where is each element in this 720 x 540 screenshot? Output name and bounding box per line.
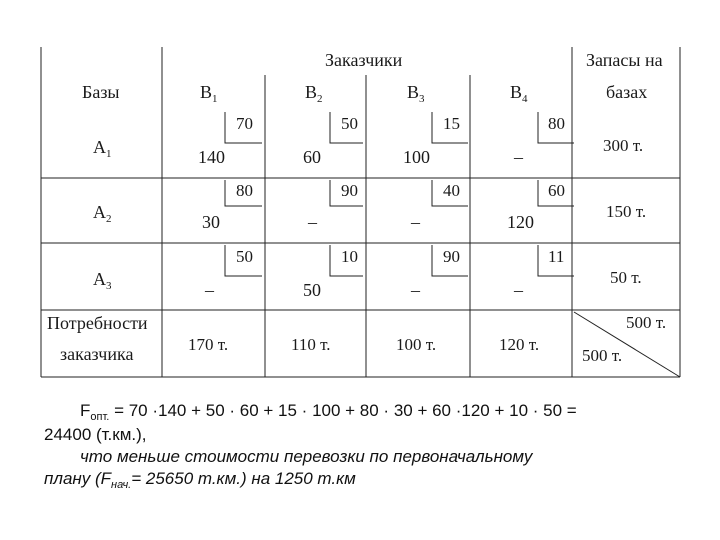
- demand-b2: 110 т.: [291, 335, 331, 354]
- alloc-a2-b2: –: [308, 212, 317, 232]
- demand-label-line2: заказчика: [60, 344, 134, 364]
- customer-b1: $B_1$: [200, 82, 218, 105]
- customer-b2: $B_2$: [305, 82, 323, 105]
- cost-a2-b4: 60: [548, 181, 565, 200]
- alloc-a1-b3: 100: [403, 147, 430, 167]
- alloc-a1-b1: 140: [198, 147, 225, 167]
- demand-label-line1: Потребности: [47, 313, 148, 333]
- total-demand: 500 т.: [582, 346, 623, 365]
- formula-line2: 24400 (т.км.),: [44, 425, 147, 444]
- stock-a1: 300 т.: [603, 136, 644, 155]
- formula-line3: что меньше стоимости перевозки по первоначальному: [80, 447, 533, 466]
- demand-b4: 120 т.: [499, 335, 540, 354]
- cost-a3-b3: 90: [443, 247, 460, 266]
- header-customers: Заказчики: [325, 50, 403, 70]
- alloc-a3-b1: –: [205, 280, 214, 300]
- cost-a2-b2: 90: [341, 181, 358, 200]
- alloc-a1-b4: –: [514, 147, 523, 167]
- customer-b4: $B_4$: [510, 82, 528, 105]
- cost-a3-b2: 10: [341, 247, 358, 266]
- cost-a3-b1: 50: [236, 247, 253, 266]
- cost-a1-b3: 15: [443, 114, 460, 133]
- alloc-a1-b2: 60: [303, 147, 321, 167]
- cost-a1-b2: 50: [341, 114, 358, 133]
- alloc-a3-b2: 50: [303, 280, 321, 300]
- stock-a3: 50 т.: [610, 268, 642, 287]
- customer-b3: $B_3$: [407, 82, 425, 105]
- cost-a1-b4: 80: [548, 114, 565, 133]
- cost-a1-b1: 70: [236, 114, 253, 133]
- alloc-a2-b1: 30: [202, 212, 220, 232]
- demand-b3: 100 т.: [396, 335, 437, 354]
- formula-line1: $F_{опт.} = 70 \cdot 140 + 50 \cdot 60 + 15 \cdot 100 + 80 \cdot 30 + 60 \cdot 120 + 10 \cdot 50$ =: [80, 401, 577, 423]
- alloc-a3-b4: –: [514, 280, 523, 300]
- header-stock-line1: Запасы на: [586, 50, 663, 70]
- header-bases: Базы: [82, 82, 120, 102]
- total-stock: 500 т.: [626, 313, 667, 332]
- stock-a2: 150 т.: [606, 202, 647, 221]
- alloc-a3-b3: –: [411, 280, 420, 300]
- base-a1: $A_1$: [93, 137, 112, 160]
- formula-line4: плану ($F_{нач.}= 25650$ т.км.) на 1250 т.км: [44, 469, 356, 491]
- alloc-a2-b3: –: [411, 212, 420, 232]
- cost-a2-b3: 40: [443, 181, 460, 200]
- base-a2: $A_2$: [93, 202, 112, 225]
- alloc-a2-b4: 120: [507, 212, 534, 232]
- cost-a2-b1: 80: [236, 181, 253, 200]
- formula-block: [44, 400, 694, 492]
- base-a3: $A_3$: [93, 269, 112, 292]
- header-stock-line2: базах: [606, 82, 648, 102]
- cost-a3-b4: 11: [548, 247, 565, 266]
- demand-b1: 170 т.: [188, 335, 229, 354]
